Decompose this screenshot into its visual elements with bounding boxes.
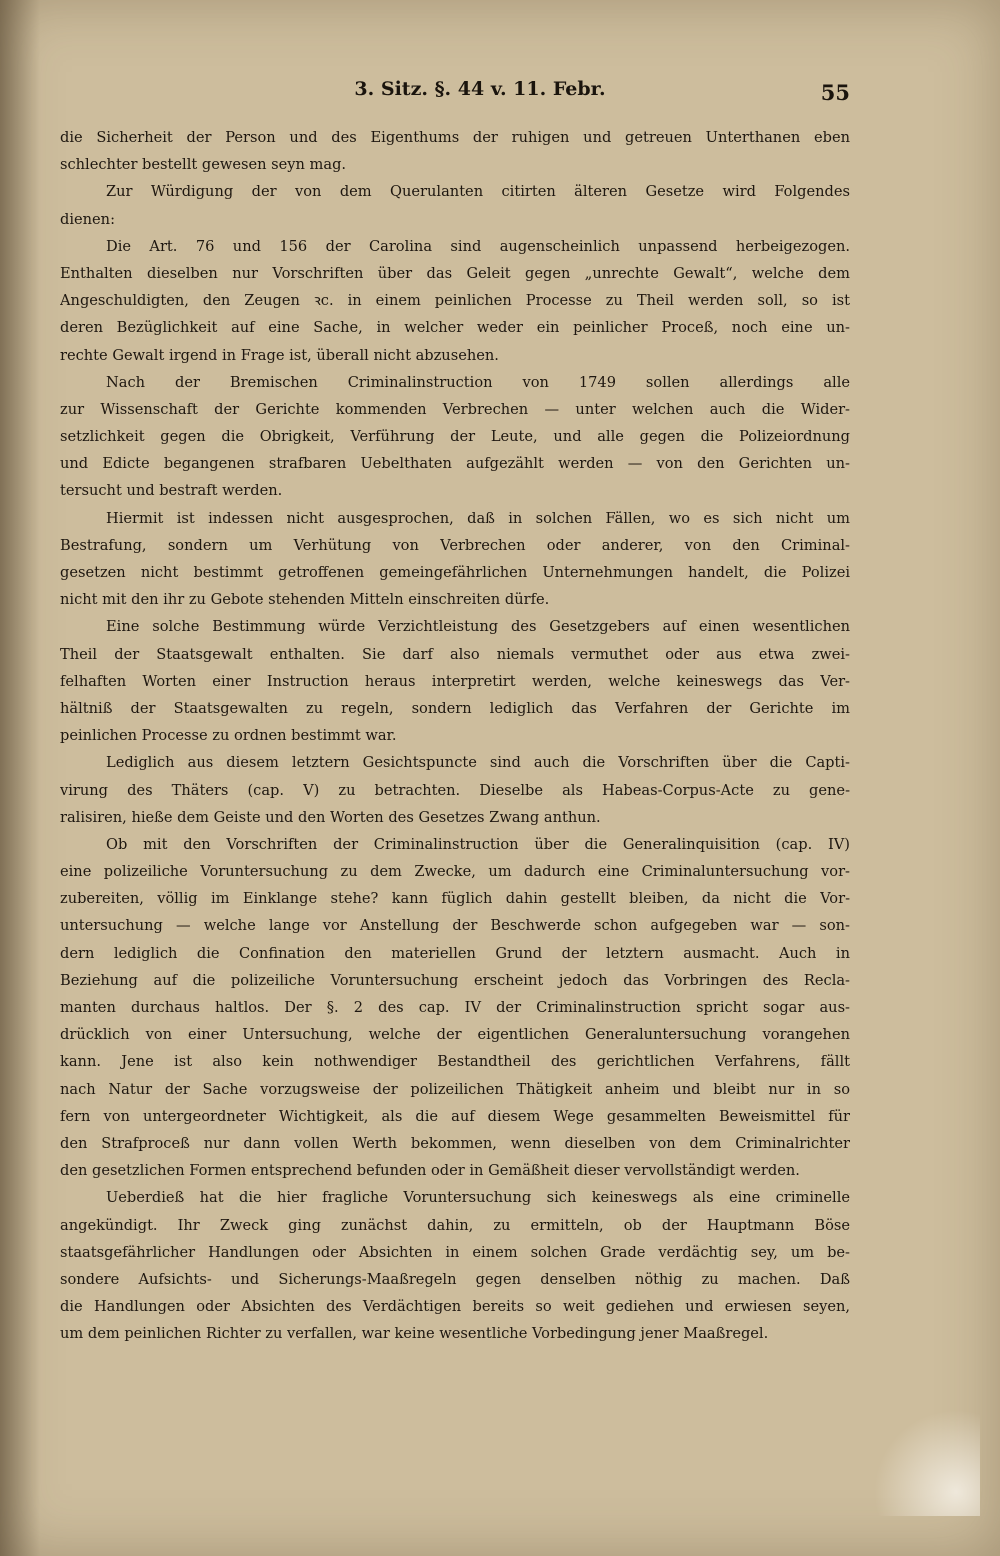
- text-line: zur Wissenschaft der Gerichte kommenden Verbrechen — unter welchen auch die Wider-: [60, 400, 850, 418]
- text-line: nach Natur der Sache vorzugsweise der polizeilichen Thätigkeit anheim und bleibt nur in so: [60, 1080, 850, 1098]
- text-line: manten durchaus haltlos. Der §. 2 des cap. IV der Criminalinstruction spricht sogar aus-: [60, 999, 850, 1016]
- text-line: eine polizeiliche Voruntersuchung zu dem Zwecke, um dadurch eine Criminaluntersuchung vor-: [60, 863, 850, 881]
- text-line: hältniß der Staatsgewalten zu regeln, sondern lediglich das Verfahren der Gerichte im: [60, 699, 850, 717]
- page-number: 55: [820, 80, 850, 105]
- text-line: ralisiren, hieße dem Geiste und den Worten des Gesetzes Zwang anthun.: [60, 808, 601, 826]
- text-line: rechte Gewalt irgend in Frage ist, überall nicht abzusehen.: [60, 346, 499, 364]
- text-line: Eine solche Bestimmung würde Verzichtleistung des Gesetzgebers auf einen wesentlichen: [106, 618, 850, 636]
- text-line: staatsgefährlicher Handlungen oder Absichten in einem solchen Grade verdächtig sey, um be-: [60, 1243, 850, 1261]
- text-line: die Handlungen oder Absichten des Verdächtigen bereits so weit gediehen und erwiesen seyen,: [60, 1298, 850, 1316]
- text-line: dienen:: [60, 210, 115, 228]
- text-line: Beziehung auf die polizeiliche Voruntersuchung erscheint jedoch das Vorbringen des Recla-: [60, 971, 850, 989]
- text-line: setzlichkeit gegen die Obrigkeit, Verführung der Leute, und alle gegen die Polizeiordnung: [60, 428, 850, 446]
- text-line: virung des Thäters (cap. V) zu betrachten. Dieselbe als Habeas-Corpus-Acte zu gene-: [60, 781, 850, 799]
- text-line: Nach der Bremischen Criminalinstruction von 1749 sollen allerdings alle: [106, 373, 850, 391]
- text-line: dern lediglich die Confination den materiellen Grund der letztern ausmacht. Auch in: [60, 944, 850, 962]
- text-line: Die Art. 76 und 156 der Carolina sind augenscheinlich unpassend herbeigezogen.: [106, 237, 850, 255]
- text-line: gesetzen nicht bestimmt getroffenen gemeingefährlichen Unternehmungen handelt, die Polizei: [60, 564, 850, 581]
- text-line: den gesetzlichen Formen entsprechend befunden oder in Gemäßheit dieser vervollständigt werden.: [60, 1162, 800, 1180]
- text-line: tersucht und bestraft werden.: [60, 482, 283, 500]
- text-line: kann. Jene ist also kein nothwendiger Bestandtheil des gerichtlichen Verfahrens, fällt: [60, 1053, 850, 1071]
- text-line: und Edicte begangenen strafbaren Uebelthaten aufgezählt werden — von den Gerichten un-: [60, 455, 850, 473]
- paper-stain: [860, 1396, 980, 1516]
- body-text: [60, 124, 850, 1347]
- text-line: zubereiten, völlig im Einklange stehe? kann füglich dahin gestellt bleiben, da nicht die Vor-: [60, 890, 850, 908]
- text-line: untersuchung — welche lange vor Anstellung der Beschwerde schon aufgegeben war — son-: [60, 917, 850, 935]
- text-line: angekündigt. Ihr Zweck ging zunächst dahin, zu ermitteln, ob der Hauptmann Böse: [60, 1216, 850, 1234]
- text-line: Theil der Staatsgewalt enthalten. Sie darf also niemals vermuthet oder aus etwa zwei-: [60, 645, 850, 663]
- text-line: Angeschuldigten, den Zeugen ꝛc. in einem peinlichen Processe zu Theil werden soll, so ist: [60, 292, 850, 310]
- text-line: peinlichen Processe zu ordnen bestimmt war.: [60, 727, 397, 745]
- running-head: [0, 78, 1000, 118]
- text-line: drücklich von einer Untersuchung, welche der eigentlichen Generaluntersuchung vorangehen: [60, 1026, 850, 1044]
- text-line: Ob mit den Vorschriften der Criminalinstruction über die Generalinquisition (cap. IV): [106, 835, 850, 853]
- text-line: den Strafproceß nur dann vollen Werth bekommen, wenn dieselben von dem Criminalrichter: [60, 1134, 850, 1152]
- text-line: Hiermit ist indessen nicht ausgesprochen, daß in solchen Fällen, wo es sich nicht um: [106, 509, 850, 527]
- text-line: felhaften Worten einer Instruction heraus interpretirt werden, welche keineswegs das Ver-: [60, 672, 850, 690]
- text-line: schlechter bestellt gewesen seyn mag.: [60, 156, 347, 174]
- text-line: Lediglich aus diesem letztern Gesichtspuncte sind auch die Vorschriften über die Capti-: [106, 754, 850, 772]
- text-line: sondere Aufsichts- und Sicherungs-Maaßregeln gegen denselben nöthig zu machen. Daß: [60, 1270, 850, 1288]
- text-line: Ueberdieß hat die hier fragliche Voruntersuchung sich keineswegs als eine criminelle: [106, 1189, 850, 1207]
- text-line: Zur Würdigung der von dem Querulanten citirten älteren Gesetze wird Folgendes: [106, 183, 850, 201]
- text-line: die Sicherheit der Person und des Eigenthums der ruhigen und getreuen Unterthanen eben: [60, 129, 850, 146]
- text-line: Enthalten dieselben nur Vorschriften über das Geleit gegen „unrechte Gewalt“, welche dem: [60, 264, 850, 282]
- binding-shadow: [0, 0, 40, 1556]
- text-line: nicht mit den ihr zu Gebote stehenden Mitteln einschreiten dürfe.: [60, 591, 550, 609]
- text-line: fern von untergeordneter Wichtigkeit, als die auf diesem Wege gesammelten Beweismittel für: [60, 1107, 850, 1125]
- running-head-title: 3. Sitz. §. 44 v. 11. Febr.: [354, 78, 606, 100]
- text-line: deren Bezüglichkeit auf eine Sache, in welcher weder ein peinlicher Proceß, noch eine un-: [60, 319, 850, 337]
- text-line: um dem peinlichen Richter zu verfallen, war keine wesentliche Vorbedingung jener Maaßregel.: [60, 1325, 769, 1343]
- text-line: Bestrafung, sondern um Verhütung von Verbrechen oder anderer, von den Criminal-: [60, 536, 850, 554]
